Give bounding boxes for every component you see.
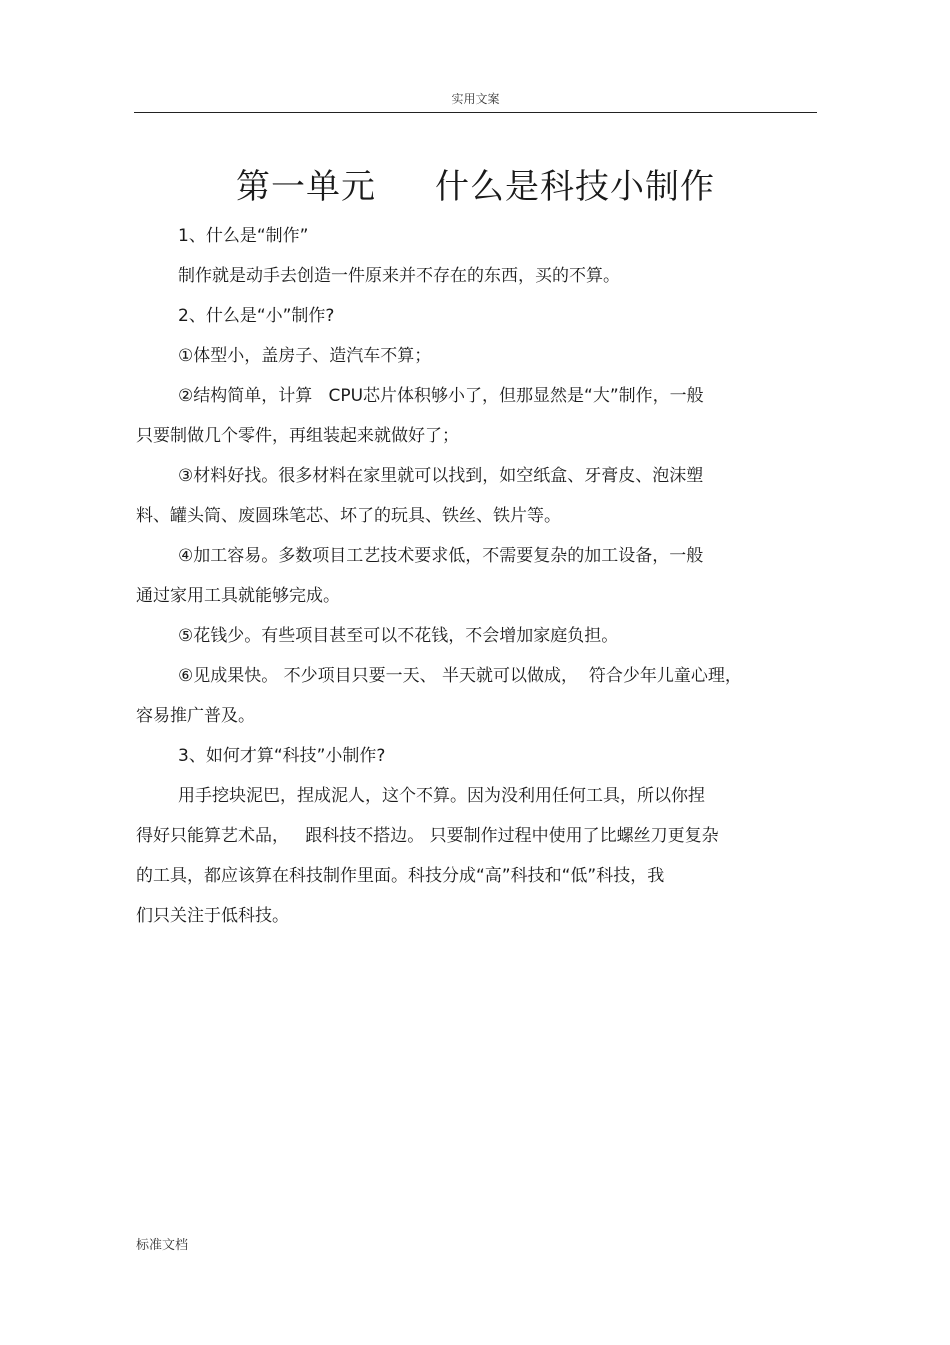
header-rule — [134, 112, 817, 113]
list-item-6: ⑥见成果快。 不少项目只要一天、 半天就可以做成， 符合少年儿童心理， — [178, 666, 742, 686]
list-item-4: ④加工容易。多数项目工艺技术要求低，不需要复杂的加工设备，一般 — [178, 546, 704, 566]
list-item-3: ③材料好找。很多材料在家里就可以找到，如空纸盒、牙膏皮、泡沫塑 — [178, 466, 704, 486]
paragraph-line: 们只关注于低科技。 — [136, 906, 289, 926]
section-heading-3: 3、如何才算“科技”小制作? — [178, 746, 386, 766]
body-text — [136, 216, 816, 936]
list-item-1: ①体型小，盖房子、造汽车不算； — [178, 346, 432, 366]
list-item-6-cont: 容易推广普及。 — [136, 706, 255, 726]
section-heading-2: 2、什么是“小”制作? — [178, 306, 335, 326]
list-item-3-cont: 料、罐头筒、废圆珠笔芯、坏了的玩具、铁丝、铁片等。 — [136, 506, 561, 526]
page-footer: 标准文档 — [136, 1238, 189, 1253]
paragraph-line: 的工具，都应该算在科技制作里面。科技分成“高”科技和“低”科技，我 — [136, 866, 665, 886]
paragraph-line: 制作就是动手去创造一件原来并不存在的东西，买的不算。 — [178, 266, 620, 286]
list-item-2: ②结构简单，计算 CPU芯片体积够小了，但那显然是“大”制作，一般 — [178, 386, 704, 406]
list-item-5: ⑤花钱少。有些项目甚至可以不花钱，不会增加家庭负担。 — [178, 626, 619, 646]
paragraph-line: 得好只能算艺术品， 跟科技不搭边。 只要制作过程中使用了比螺丝刀更复杂 — [136, 826, 719, 846]
list-item-2-cont: 只要制做几个零件，再组装起来就做好了； — [136, 426, 459, 446]
page-header: 实用文案 — [451, 92, 500, 106]
list-item-4-cont: 通过家用工具就能够完成。 — [136, 586, 340, 606]
section-heading-1: 1、什么是“制作” — [178, 226, 309, 246]
page-title: 第一单元 什么是科技小制作 — [235, 167, 716, 207]
paragraph-line: 用手挖块泥巴，捏成泥人，这个不算。因为没利用任何工具，所以你捏 — [178, 786, 705, 806]
